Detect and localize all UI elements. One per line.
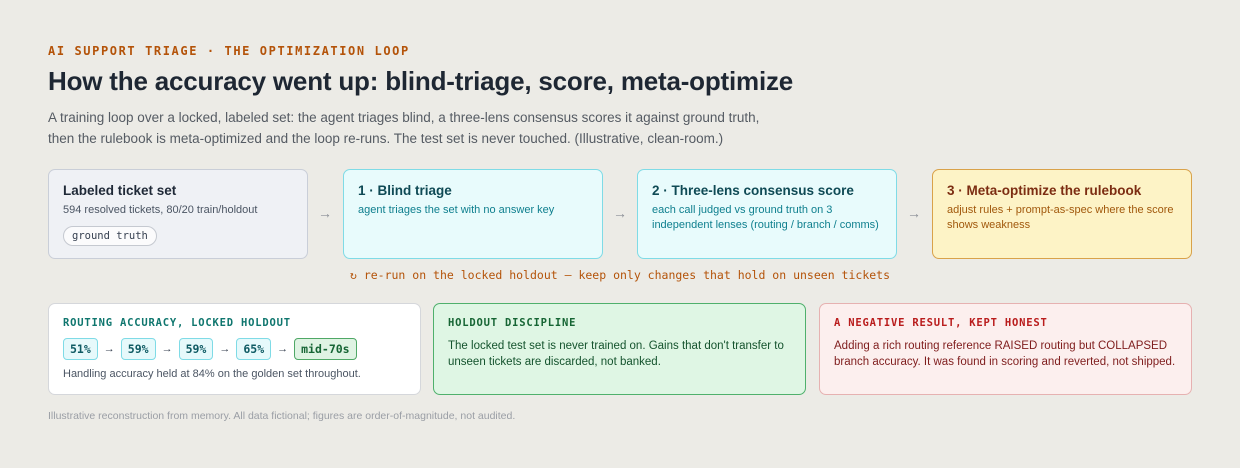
node-meta-optimize [932,169,1192,259]
page-title: How the accuracy went up: blind-triage, score, meta-optimize [48,66,794,96]
page-subtitle: A training loop over a locked, labeled set: the agent triages blind, a three-lens consensus scores it against ground truth, then the rulebook is meta-optimized and the loop re-runs. The test set is never touched. (Illustrative, clean-room.) [48,110,760,146]
step-arrow: → [161,343,173,355]
flow-arrow-3: → [907,205,921,221]
negative-result-card [819,303,1192,395]
card-label: A NEGATIVE RESULT, KEPT HONEST [834,317,1048,329]
step-arrow: → [103,343,115,355]
loop-note: ↻ re-run on the locked holdout — keep only changes that hold on unseen tickets [349,268,891,282]
node-description: each call judged vs ground truth on 3 independent lenses (routing / branch / comms) [652,204,879,231]
flow-arrow-2: → [613,205,627,221]
holdout-discipline-card [433,303,806,395]
node-description: adjust rules + prompt-as-spec where the score shows weakness [947,204,1174,231]
card-label: HOLDOUT DISCIPLINE [448,317,577,329]
flow-arrow-1: → [318,205,332,221]
node-title: 3 · Meta-optimize the rulebook [947,183,1142,198]
card-note: Handling accuracy held at 84% on the golden set throughout. [63,368,361,380]
card-text: Adding a rich routing reference RAISED routing but COLLAPSED branch accuracy. It was found in scoring and reverted, not shipped. [834,340,1176,368]
card-label: ROUTING ACCURACY, LOCKED HOLDOUT [63,317,291,329]
footer-note: Illustrative reconstruction from memory. All data fictional; figures are order-of-magnitude, not audited. [48,410,516,422]
card-text: The locked test set is never trained on. Gains that don't transfer to unseen tickets are discarded, not banked. [448,340,784,368]
accuracy-step: 59% [121,338,156,360]
accuracy-step: 59% [179,338,214,360]
routing-accuracy-card [48,303,421,395]
step-arrow: → [219,343,231,355]
ground-truth-tag: ground truth [63,226,157,246]
accuracy-step-final: mid-70s [294,338,356,360]
node-description: 594 resolved tickets, 80/20 train/holdout [63,204,258,216]
node-blind-triage [343,169,603,259]
node-title: 2 · Three-lens consensus score [652,183,854,198]
node-consensus-score [637,169,897,259]
node-title: 1 · Blind triage [358,183,452,198]
accuracy-step: 51% [63,338,98,360]
eyebrow: AI SUPPORT TRIAGE · THE OPTIMIZATION LOOP [48,44,410,58]
accuracy-steps [63,338,406,360]
step-arrow: → [277,343,289,355]
node-description: agent triages the set with no answer key [358,204,555,216]
accuracy-step: 65% [236,338,271,360]
node-title: Labeled ticket set [63,183,177,198]
node-labeled-ticket-set [48,169,308,259]
